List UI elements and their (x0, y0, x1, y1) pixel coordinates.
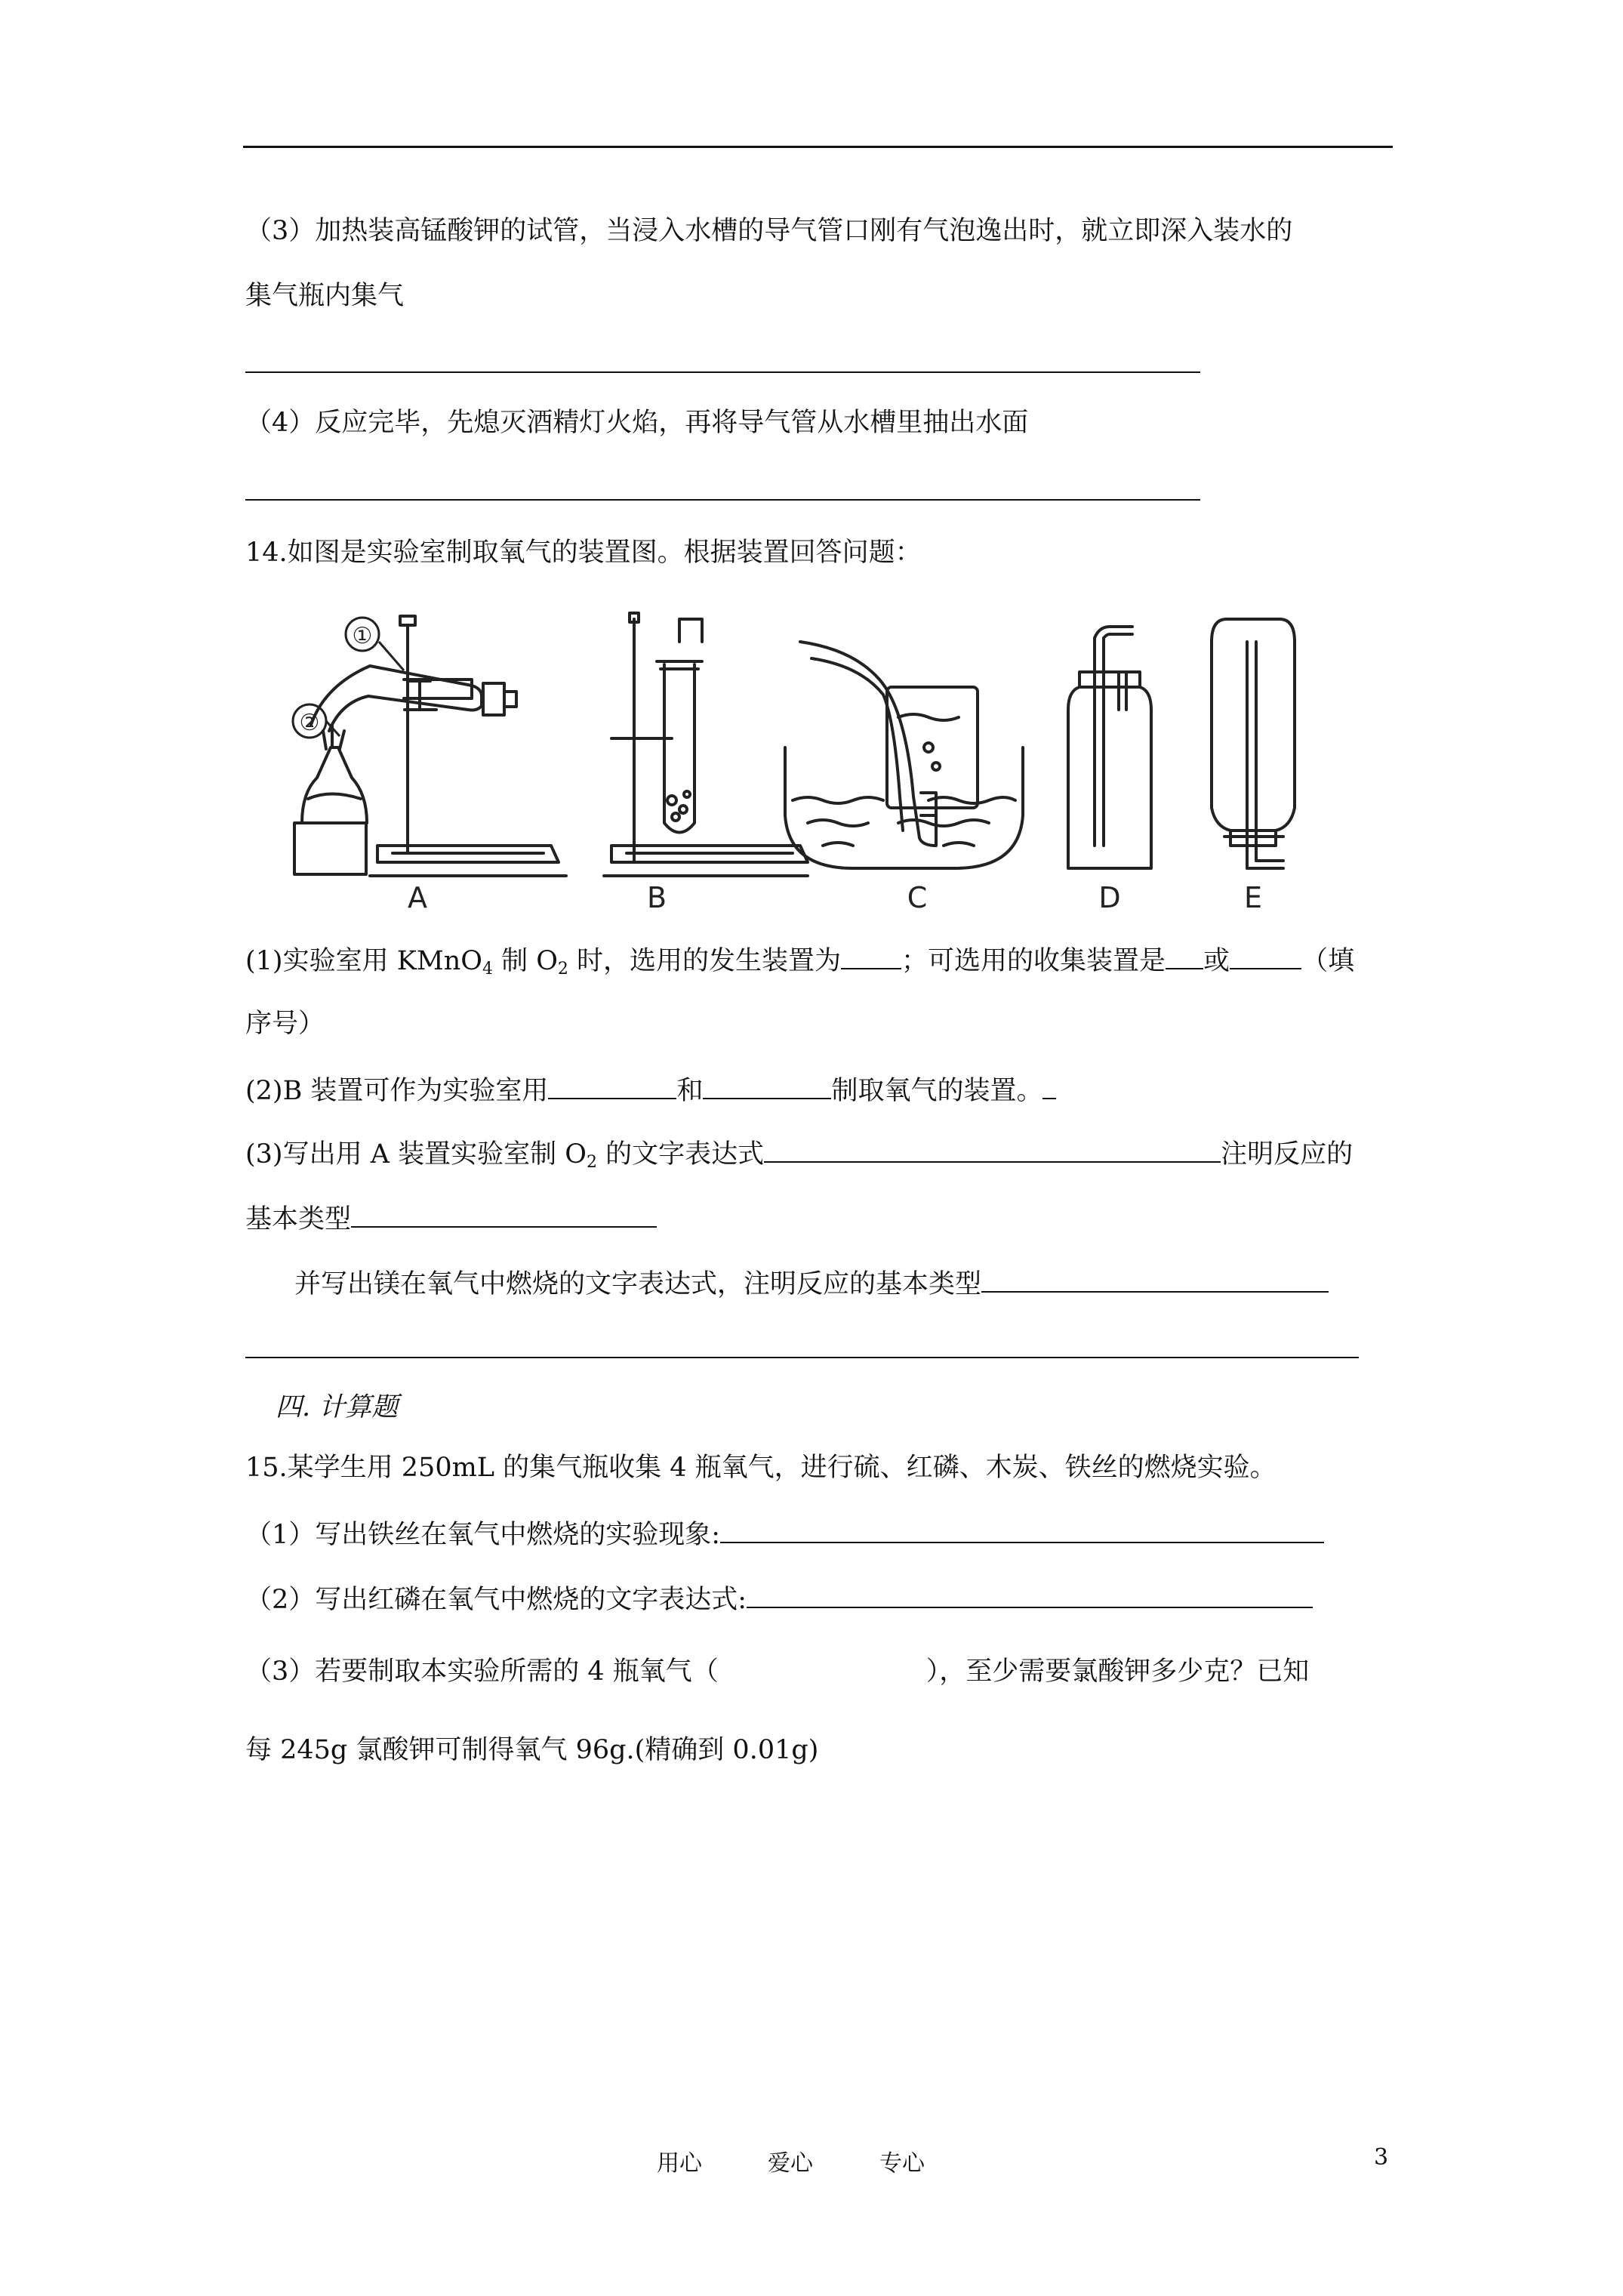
marker-1: ① (352, 623, 373, 649)
answer-blank[interactable] (764, 1136, 1221, 1163)
footer-motto-3: 专心 (879, 2150, 925, 2177)
q15-item3-text-b: ），至少需要氯酸钾多少克？已知 (925, 1657, 1310, 1687)
q14-part2-text-c: 制取氧气的装置。 (831, 1076, 1043, 1106)
subscript: 2 (557, 960, 568, 978)
answer-blank[interactable] (1230, 942, 1301, 969)
q14-part3-type-label: 基本类型 (245, 1204, 352, 1234)
answer-blank-line (245, 1357, 1359, 1358)
q14-part2-text-a: (2)B 装置可作为实验室用 (245, 1076, 549, 1106)
answer-blank-line (245, 499, 1200, 501)
answer-blank[interactable] (548, 1072, 676, 1099)
q14-part1-text-e: 或 (1203, 946, 1230, 976)
answer-blank[interactable] (981, 1265, 1329, 1293)
q14-part3-text-a: (3)写出用 A 装置实验室制 O (245, 1139, 587, 1170)
q14-part3-mg-text: 并写出镁在氧气中燃烧的文字表达式，注明反应的基本类型 (294, 1269, 982, 1299)
q14-stem: 14.如图是实验室制取氧气的装置图。根据装置回答问题： (245, 538, 922, 568)
q15-item2 (245, 1581, 1313, 1616)
footer-motto-1: 用心 (657, 2150, 702, 2177)
q14-part1-text-c: 时，选用的发生装置为 (568, 946, 842, 976)
q14-part2 (245, 1072, 1056, 1108)
apparatus-figure (279, 596, 1359, 914)
q14-part1-text-d: ；可选用的收集装置是 (901, 946, 1166, 976)
section-title: 四. 计算题 (276, 1392, 399, 1422)
q15-item2-text: （2）写出红磷在氧气中燃烧的文字表达式: (245, 1585, 747, 1615)
label-e: E (1243, 881, 1263, 914)
q14-part3-line1 (245, 1136, 1353, 1179)
q15-item1-text: （1）写出铁丝在氧气中燃烧的实验现象: (245, 1520, 721, 1550)
marker-2: ② (299, 710, 320, 736)
q14-part3-line2 (245, 1200, 657, 1236)
q14-part1-line2: 序号） (245, 1009, 325, 1039)
answer-blank[interactable] (1166, 942, 1203, 969)
apparatus-d (1068, 627, 1151, 868)
q14-part3-line3 (294, 1265, 1329, 1301)
q14-part1-text-f: （填 (1301, 946, 1355, 976)
q14-part1-text-a: (1)实验室用 KMnO (245, 946, 482, 976)
q15-stem: 15.某学生用 250mL 的集气瓶收集 4 瓶氧气，进行硫、红磷、木炭、铁丝的燃烧实验。 (245, 1453, 1277, 1483)
answer-blank[interactable] (351, 1200, 657, 1228)
q15-item1 (245, 1516, 1324, 1552)
page-number: 3 (1374, 2144, 1389, 2171)
q15-item3-text-a: （3）若要制取本实验所需的 4 瓶氧气（ (245, 1657, 719, 1687)
header-rule (243, 146, 1393, 148)
label-a: A (408, 881, 427, 914)
apparatus-e (1212, 619, 1295, 868)
label-c: C (907, 881, 928, 914)
answer-blank[interactable] (720, 1516, 1324, 1543)
apparatus-a (294, 616, 566, 876)
answer-blank-line (245, 371, 1200, 373)
q14-part1-line1 (245, 942, 1354, 986)
footer-motto-2: 爱心 (768, 2150, 813, 2177)
apparatus-c (785, 642, 1023, 868)
q14-part3-text-c: 注明反应的 (1221, 1139, 1354, 1170)
q14-part2-text-b: 和 (676, 1076, 704, 1106)
q15-item3-line2: 每 245g 氯酸钾可制得氧气 96g.(精确到 0.01g) (245, 1735, 819, 1765)
subscript: 2 (586, 1153, 597, 1172)
label-b: B (646, 881, 667, 914)
answer-blank[interactable] (703, 1072, 831, 1099)
q13-item3-line2: 集气瓶内集气 (245, 281, 405, 311)
q13-item4: （4）反应完毕，先熄灭酒精灯火焰，再将导气管从水槽里抽出水面 (245, 408, 1029, 438)
answer-blank[interactable] (1042, 1072, 1056, 1099)
label-d: D (1098, 881, 1121, 914)
apparatus-b (604, 613, 808, 876)
q13-item3-line1: （3）加热装高锰酸钾的试管，当浸入水槽的导气管口刚有气泡逸出时，就立即深入装水的 (245, 216, 1293, 246)
answer-blank[interactable] (841, 942, 901, 969)
q14-part1-text-b: 制 O (492, 946, 558, 976)
q14-part3-text-b: 的文字表达式 (596, 1139, 765, 1170)
q15-item3-line1 (245, 1655, 1309, 1688)
answer-blank[interactable] (747, 1581, 1313, 1608)
subscript: 4 (482, 960, 493, 978)
